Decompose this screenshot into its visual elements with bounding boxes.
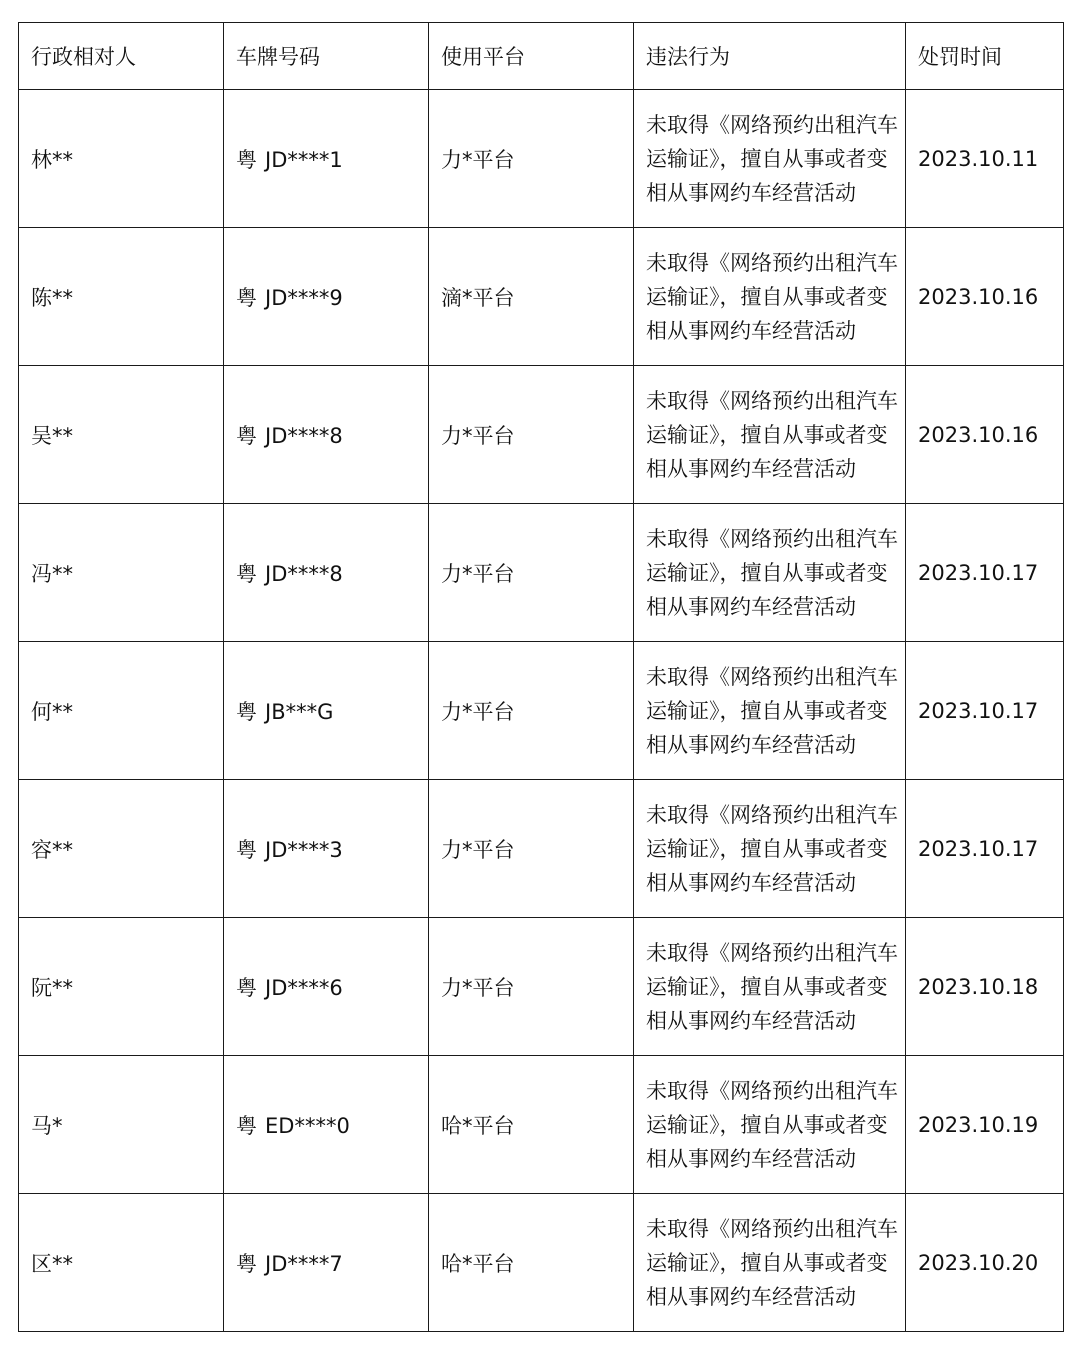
violation-text: 未取得《网络预约出租汽车运输证》，擅自从事或者变相从事网约车经营活动 bbox=[634, 918, 906, 1056]
plate-number bbox=[224, 642, 429, 780]
plate-province: 粤 bbox=[236, 1113, 257, 1138]
party-name: 吴** bbox=[19, 366, 224, 504]
penalty-date: 2023.10.18 bbox=[906, 918, 1064, 1056]
document-page bbox=[18, 22, 1063, 1332]
platform-name: 力*平台 bbox=[429, 90, 634, 228]
plate-number bbox=[224, 90, 429, 228]
table-row bbox=[19, 90, 1064, 228]
plate-code: JD****8 bbox=[265, 423, 343, 448]
penalty-date: 2023.10.17 bbox=[906, 642, 1064, 780]
plate-province: 粤 bbox=[236, 423, 257, 448]
party-name: 林** bbox=[19, 90, 224, 228]
party-name: 阮** bbox=[19, 918, 224, 1056]
header-platform: 使用平台 bbox=[429, 23, 634, 90]
party-name: 容** bbox=[19, 780, 224, 918]
penalty-date: 2023.10.16 bbox=[906, 366, 1064, 504]
party-name: 马* bbox=[19, 1056, 224, 1194]
plate-code: JD****3 bbox=[265, 837, 343, 862]
plate-code: JD****9 bbox=[265, 285, 343, 310]
plate-number bbox=[224, 918, 429, 1056]
plate-code: JD****1 bbox=[265, 147, 343, 172]
platform-name: 力*平台 bbox=[429, 780, 634, 918]
header-penalty-date: 处罚时间 bbox=[906, 23, 1064, 90]
plate-code: JD****7 bbox=[265, 1251, 343, 1276]
plate-number bbox=[224, 780, 429, 918]
plate-code: ED****0 bbox=[265, 1113, 350, 1138]
platform-name: 滴*平台 bbox=[429, 228, 634, 366]
table-row bbox=[19, 642, 1064, 780]
header-violation: 违法行为 bbox=[634, 23, 906, 90]
plate-number bbox=[224, 228, 429, 366]
penalty-date: 2023.10.19 bbox=[906, 1056, 1064, 1194]
plate-code: JD****6 bbox=[265, 975, 343, 1000]
platform-name: 哈*平台 bbox=[429, 1194, 634, 1332]
plate-number bbox=[224, 504, 429, 642]
plate-number bbox=[224, 1194, 429, 1332]
plate-province: 粤 bbox=[236, 1251, 257, 1276]
table-header-row bbox=[19, 23, 1064, 90]
platform-name: 力*平台 bbox=[429, 366, 634, 504]
penalty-date: 2023.10.20 bbox=[906, 1194, 1064, 1332]
penalty-date: 2023.10.17 bbox=[906, 504, 1064, 642]
violation-text: 未取得《网络预约出租汽车运输证》，擅自从事或者变相从事网约车经营活动 bbox=[634, 642, 906, 780]
violation-text: 未取得《网络预约出租汽车运输证》，擅自从事或者变相从事网约车经营活动 bbox=[634, 780, 906, 918]
party-name: 区** bbox=[19, 1194, 224, 1332]
table-row bbox=[19, 1056, 1064, 1194]
plate-number bbox=[224, 1056, 429, 1194]
violation-text: 未取得《网络预约出租汽车运输证》，擅自从事或者变相从事网约车经营活动 bbox=[634, 90, 906, 228]
penalty-date: 2023.10.17 bbox=[906, 780, 1064, 918]
violation-text: 未取得《网络预约出租汽车运输证》，擅自从事或者变相从事网约车经营活动 bbox=[634, 504, 906, 642]
plate-province: 粤 bbox=[236, 975, 257, 1000]
penalty-date: 2023.10.11 bbox=[906, 90, 1064, 228]
plate-code: JB***G bbox=[265, 699, 334, 724]
party-name: 何** bbox=[19, 642, 224, 780]
platform-name: 哈*平台 bbox=[429, 1056, 634, 1194]
header-plate: 车牌号码 bbox=[224, 23, 429, 90]
violation-text: 未取得《网络预约出租汽车运输证》，擅自从事或者变相从事网约车经营活动 bbox=[634, 1194, 906, 1332]
party-name: 陈** bbox=[19, 228, 224, 366]
violation-text: 未取得《网络预约出租汽车运输证》，擅自从事或者变相从事网约车经营活动 bbox=[634, 1056, 906, 1194]
table-row bbox=[19, 228, 1064, 366]
table-row bbox=[19, 780, 1064, 918]
plate-province: 粤 bbox=[236, 147, 257, 172]
plate-province: 粤 bbox=[236, 837, 257, 862]
plate-province: 粤 bbox=[236, 285, 257, 310]
violation-text: 未取得《网络预约出租汽车运输证》，擅自从事或者变相从事网约车经营活动 bbox=[634, 228, 906, 366]
plate-code: JD****8 bbox=[265, 561, 343, 586]
platform-name: 力*平台 bbox=[429, 504, 634, 642]
plate-province: 粤 bbox=[236, 561, 257, 586]
penalty-table bbox=[18, 22, 1064, 1332]
header-party: 行政相对人 bbox=[19, 23, 224, 90]
platform-name: 力*平台 bbox=[429, 918, 634, 1056]
table-row bbox=[19, 1194, 1064, 1332]
table-row bbox=[19, 366, 1064, 504]
party-name: 冯** bbox=[19, 504, 224, 642]
plate-province: 粤 bbox=[236, 699, 257, 724]
plate-number bbox=[224, 366, 429, 504]
table-row bbox=[19, 504, 1064, 642]
violation-text: 未取得《网络预约出租汽车运输证》，擅自从事或者变相从事网约车经营活动 bbox=[634, 366, 906, 504]
table-row bbox=[19, 918, 1064, 1056]
platform-name: 力*平台 bbox=[429, 642, 634, 780]
penalty-date: 2023.10.16 bbox=[906, 228, 1064, 366]
